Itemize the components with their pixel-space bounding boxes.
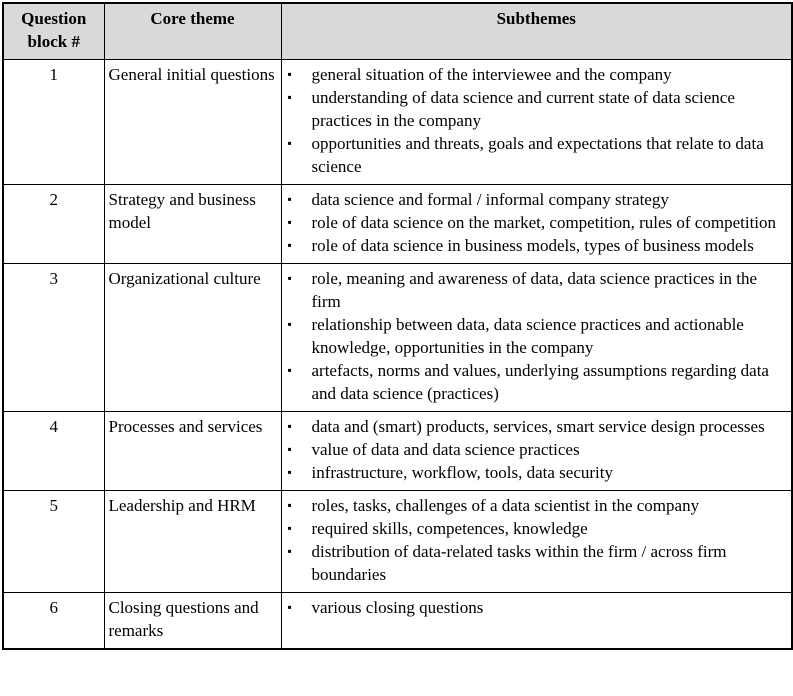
- bullet-icon: ▪: [287, 238, 292, 252]
- question-block-cell: 4: [3, 412, 104, 491]
- subtheme-text: relationship between data, data science practices and actionable knowledge, opportunities in the company: [311, 315, 744, 357]
- bullet-icon: ▪: [287, 363, 292, 377]
- subtheme-text: various closing questions: [311, 598, 484, 617]
- header-question-block: Question block #: [3, 3, 104, 60]
- subtheme-item: [286, 188, 788, 211]
- bullet-icon: ▪: [287, 317, 292, 331]
- subthemes-cell: [281, 185, 792, 264]
- subtheme-text: infrastructure, workflow, tools, data security: [311, 463, 614, 482]
- table-body: [3, 60, 792, 650]
- subtheme-text: data science and formal / informal company strategy: [311, 190, 669, 209]
- bullet-icon: ▪: [287, 90, 292, 104]
- core-theme-cell: Strategy and business model: [104, 185, 281, 264]
- subthemes-cell: [281, 491, 792, 593]
- subtheme-text: opportunities and threats, goals and expectations that relate to data science: [311, 134, 764, 176]
- core-theme-cell: General initial questions: [104, 60, 281, 185]
- subtheme-item: [286, 267, 788, 313]
- subtheme-item: [286, 63, 788, 86]
- subtheme-item: [286, 461, 788, 484]
- table-header-row: [3, 3, 792, 60]
- subthemes-cell: [281, 60, 792, 185]
- bullet-icon: ▪: [287, 544, 292, 558]
- bullet-icon: ▪: [287, 419, 292, 433]
- subtheme-item: [286, 211, 788, 234]
- subthemes-cell: [281, 264, 792, 412]
- question-block-cell: 6: [3, 593, 104, 650]
- core-theme-cell: Processes and services: [104, 412, 281, 491]
- subtheme-item: [286, 86, 788, 132]
- bullet-icon: ▪: [287, 465, 292, 479]
- subtheme-text: roles, tasks, challenges of a data scientist in the company: [311, 496, 700, 515]
- bullet-icon: ▪: [287, 67, 292, 81]
- header-core-theme: Core theme: [104, 3, 281, 60]
- core-theme-cell: Closing questions and remarks: [104, 593, 281, 650]
- subtheme-item: [286, 234, 788, 257]
- subtheme-text: required skills, competences, knowledge: [311, 519, 588, 538]
- core-theme-cell: Organizational culture: [104, 264, 281, 412]
- bullet-icon: ▪: [287, 600, 292, 614]
- bullet-icon: ▪: [287, 136, 292, 150]
- subtheme-item: [286, 359, 788, 405]
- bullet-icon: ▪: [287, 192, 292, 206]
- header-subthemes: Subthemes: [281, 3, 792, 60]
- subtheme-text: role of data science in business models, types of business models: [311, 236, 754, 255]
- subtheme-text: data and (smart) products, services, smart service design processes: [311, 417, 765, 436]
- bullet-icon: ▪: [287, 521, 292, 535]
- subtheme-item: [286, 596, 788, 619]
- bullet-icon: ▪: [287, 442, 292, 456]
- bullet-icon: ▪: [287, 271, 292, 285]
- subtheme-text: value of data and data science practices: [311, 440, 580, 459]
- subthemes-cell: [281, 412, 792, 491]
- subtheme-item: [286, 494, 788, 517]
- subtheme-item: [286, 540, 788, 586]
- table-row: [3, 185, 792, 264]
- table-row: [3, 491, 792, 593]
- subtheme-text: understanding of data science and current state of data science practices in the company: [311, 88, 735, 130]
- subtheme-item: [286, 415, 788, 438]
- table-row: [3, 412, 792, 491]
- subtheme-text: role of data science on the market, competition, rules of competition: [311, 213, 777, 232]
- question-block-cell: 2: [3, 185, 104, 264]
- subtheme-text: distribution of data-related tasks within the firm / across firm boundaries: [311, 542, 727, 584]
- subtheme-item: [286, 517, 788, 540]
- subtheme-text: artefacts, norms and values, underlying assumptions regarding data and data science (practices): [311, 361, 769, 403]
- subtheme-item: [286, 132, 788, 178]
- subthemes-cell: [281, 593, 792, 650]
- question-block-cell: 1: [3, 60, 104, 185]
- bullet-icon: ▪: [287, 215, 292, 229]
- subtheme-item: [286, 438, 788, 461]
- table-row: [3, 60, 792, 185]
- bullet-icon: ▪: [287, 498, 292, 512]
- subtheme-text: role, meaning and awareness of data, data science practices in the firm: [311, 269, 758, 311]
- subtheme-text: general situation of the interviewee and the company: [311, 65, 672, 84]
- table-row: [3, 264, 792, 412]
- interview-guide-table: [2, 2, 793, 650]
- subtheme-item: [286, 313, 788, 359]
- question-block-cell: 5: [3, 491, 104, 593]
- core-theme-cell: Leadership and HRM: [104, 491, 281, 593]
- question-block-cell: 3: [3, 264, 104, 412]
- table-row: [3, 593, 792, 650]
